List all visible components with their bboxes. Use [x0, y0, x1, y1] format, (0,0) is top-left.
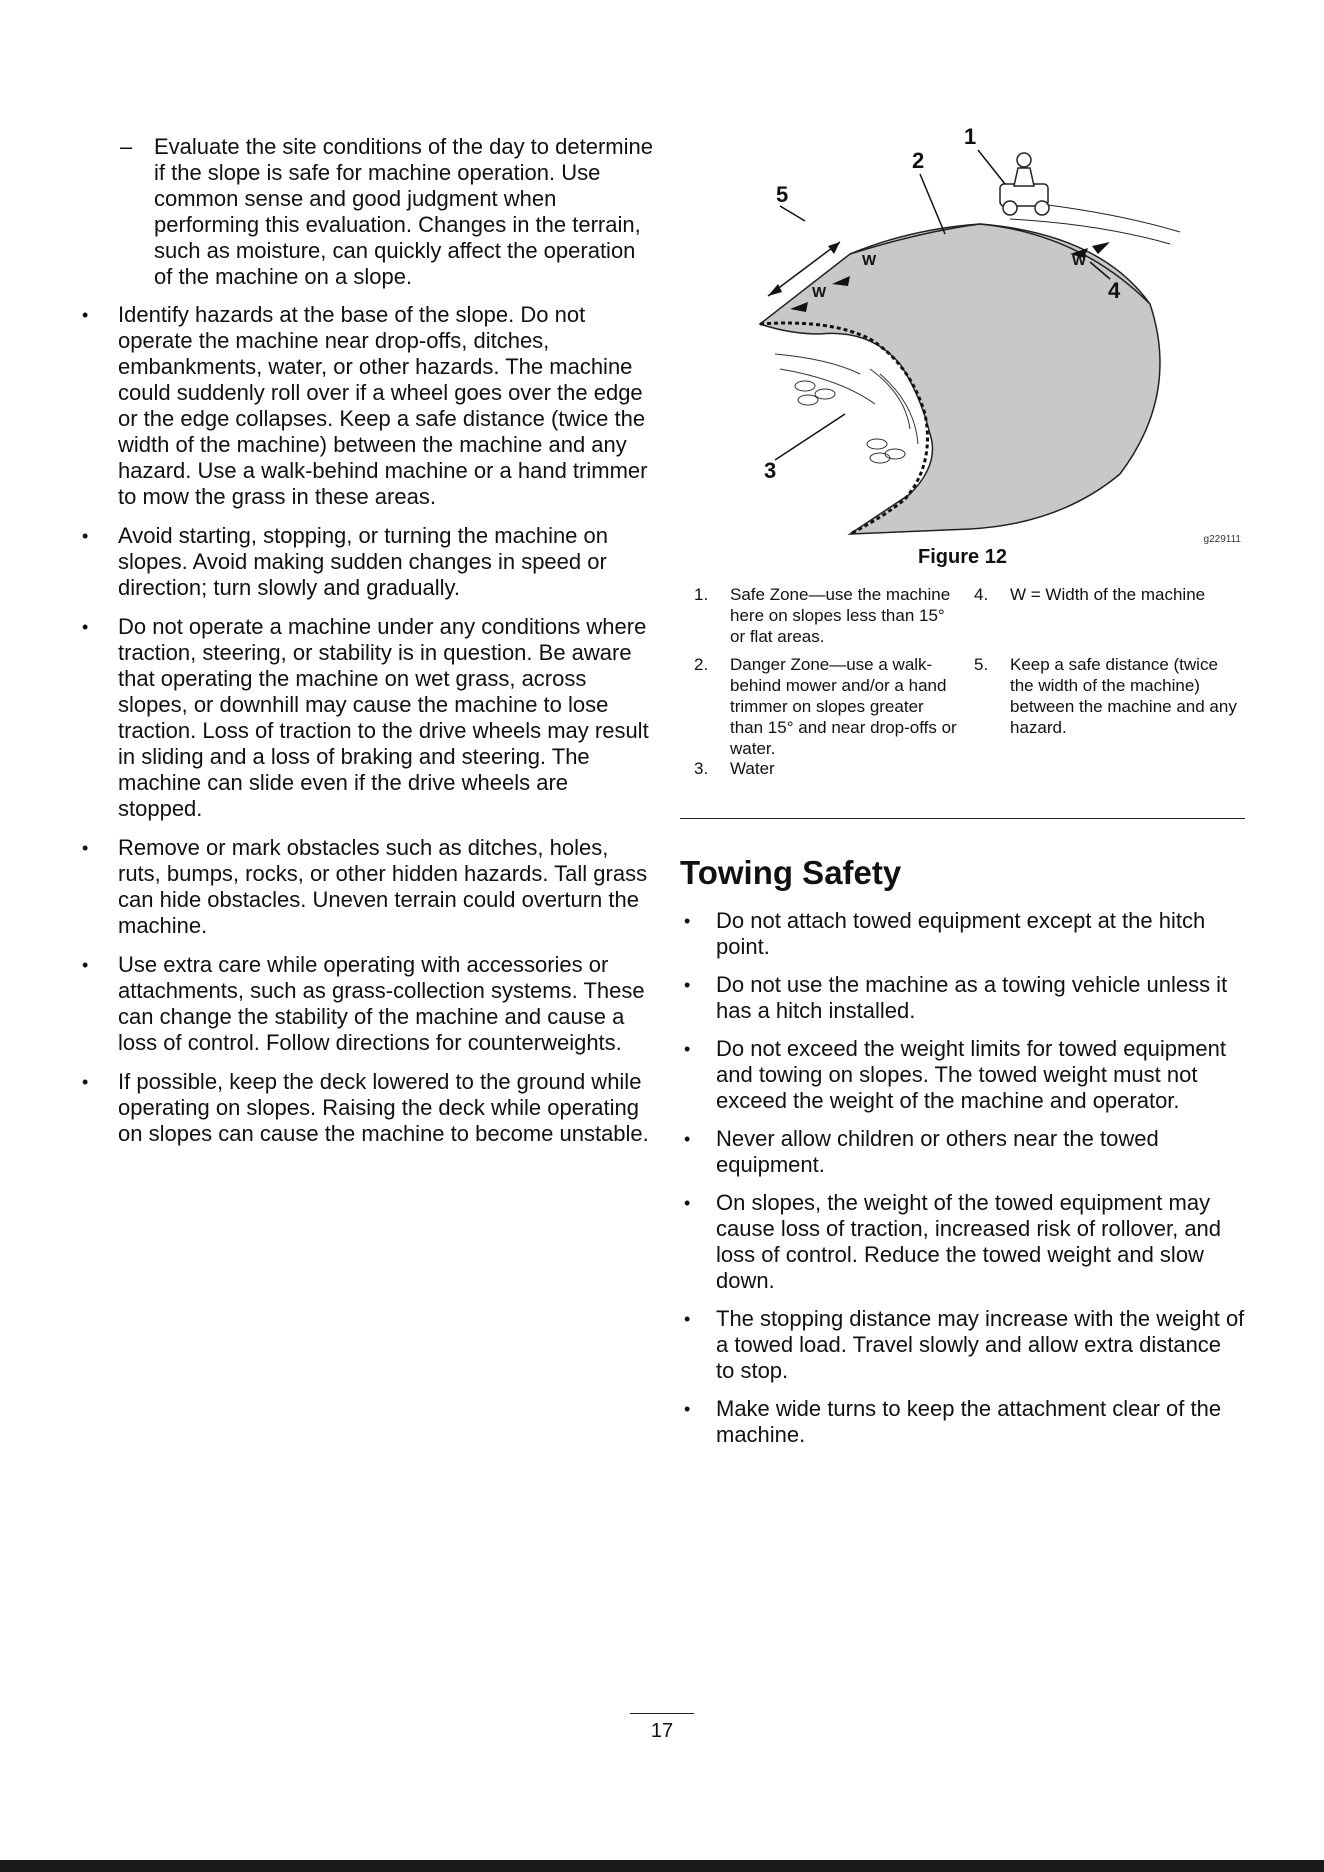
width-label: W [1072, 252, 1087, 269]
leader-line [978, 150, 1005, 184]
bullet-marker: • [82, 305, 89, 325]
bullet-text: Identify hazards at the base of the slope. Do not operate the machine near drop-offs, ditches, embankments, water, or other hazards. The machine could suddenly roll over if a wheel goes over the edge or the edge collapses. Keep a safe distance (twice the width of the machine) between the machine and any hazard. Use a walk-behind machine or a hand trimmer to mow the grass in these areas. [118, 302, 648, 509]
bullet-marker: • [684, 911, 691, 931]
leader-line [920, 174, 945, 234]
legend-number: 4. [974, 585, 989, 604]
bullet-item [680, 1036, 1245, 1114]
bullet-text: On slopes, the weight of the towed equipment may cause loss of traction, increased risk of rollover, and loss of control. Reduce the towed weight and slow down. [716, 1190, 1222, 1293]
callout-1: 1 [964, 124, 977, 149]
bullet-text: Do not attach towed equipment except at the hitch point. [716, 908, 1206, 959]
bullet-text: Never allow children or others near the towed equipment. [716, 1126, 1159, 1177]
leader-line [775, 414, 845, 460]
bullet-item [680, 908, 1245, 960]
callout-2: 2 [912, 148, 925, 173]
bullet-text: Remove or mark obstacles such as ditches, holes, ruts, bumps, rocks, or other hidden hazards. Tall grass can hide obstacles. Uneven terrain could overturn the machine. [118, 835, 648, 938]
legend-number: 3. [694, 759, 709, 778]
safe-zone-line [1040, 204, 1180, 232]
legend-text: Safe Zone—use the machine here on slopes less than 15° or flat areas. [730, 585, 951, 646]
mower-icon [1000, 153, 1049, 215]
legend-number: 5. [974, 655, 989, 674]
bullet-item [680, 1396, 1245, 1448]
width-label: W [862, 252, 877, 269]
water-ripple [885, 449, 905, 459]
left-column [76, 134, 656, 1160]
w-arrow-icon [1092, 242, 1110, 254]
bullet-text: Do not operate a machine under any conditions where traction, steering, or stability is in question. Be aware that operating the machine on wet grass, across slopes, or downhill may cause the machine to lose traction. Loss of traction to the drive wheels may result in sliding and a loss of braking and steering. The machine can slide even if the drive wheels are stopped. [118, 614, 649, 821]
callout-5: 5 [776, 182, 789, 207]
legend-text: W = Width of the machine [1010, 585, 1206, 604]
legend-text: Keep a safe distance (twice the width of the machine) between the machine and any hazard. [1010, 655, 1237, 737]
bullet-item [680, 1306, 1245, 1384]
towing-safety-heading: Towing Safety [680, 854, 902, 891]
bullet-text: Avoid starting, stopping, or turning the machine on slopes. Avoid making sudden changes in speed or direction; turn slowly and gradually. [118, 523, 609, 600]
dash-item [76, 134, 656, 290]
arrow-head [768, 284, 782, 296]
dash-item-text: Evaluate the site conditions of the day to determine if the slope is safe for machine operation. Use common sense and good judgment when performing this evaluation. Changes in the terrain, such as moisture, can quickly affect the operation of the machine on a slope. [154, 134, 653, 289]
bullet-item [76, 523, 656, 601]
callout-4: 4 [1108, 278, 1121, 303]
bottom-edge-bar [0, 1860, 1324, 1872]
bullet-marker: • [684, 1129, 691, 1149]
right-column [680, 124, 1245, 1447]
legend-text: Water [730, 759, 775, 778]
dash-marker: – [120, 134, 133, 159]
water-line [870, 369, 910, 429]
leader-line [780, 206, 805, 221]
width-label: W [812, 284, 827, 301]
bullet-text: Do not use the machine as a towing vehicle unless it has a hitch installed. [716, 972, 1228, 1023]
water-line [775, 354, 860, 374]
water-ripple [795, 381, 815, 391]
bullet-text: The stopping distance may increase with the weight of a towed load. Travel slowly and allow extra distance to stop. [716, 1306, 1245, 1383]
water-ripple [815, 389, 835, 399]
bullet-marker: • [82, 1072, 89, 1092]
page-number: 17 [650, 1720, 674, 1742]
bullet-marker: • [82, 617, 89, 637]
legend-number: 1. [694, 585, 709, 604]
bullet-marker: • [82, 955, 89, 975]
bullet-item [76, 1069, 656, 1147]
bullet-item [680, 1190, 1245, 1294]
page-number-rule [630, 1713, 694, 1714]
bullet-marker: • [82, 838, 89, 858]
bullet-item [76, 835, 656, 939]
towing-safety-list [680, 908, 1245, 1460]
slope-figure [680, 124, 1245, 778]
bullet-item [76, 614, 656, 822]
callout-3: 3 [764, 458, 777, 483]
water-ripple [870, 453, 890, 463]
legend-text: Danger Zone—use a walk-behind mower and/or a hand trimmer on slopes greater than 15° and near drop-offs or water. [730, 655, 957, 758]
bullet-text: Use extra care while operating with accessories or attachments, such as grass-collection systems. These can change the stability of the machine and cause a loss of control. Follow directions for counterweights. [118, 952, 645, 1055]
bullet-marker: • [684, 1399, 691, 1419]
arrow-head [828, 242, 840, 254]
bullet-marker: • [684, 1193, 691, 1213]
bullet-marker: • [82, 526, 89, 546]
bullet-text: If possible, keep the deck lowered to the ground while operating on slopes. Raising the deck while operating on slopes can cause the machine to become unstable. [118, 1069, 649, 1146]
bullet-text: Make wide turns to keep the attachment clear of the machine. [716, 1396, 1222, 1447]
section-divider [680, 818, 1245, 819]
bullet-item [76, 952, 656, 1056]
bullet-text: Do not exceed the weight limits for towed equipment and towing on slopes. The towed weight must not exceed the weight of the machine and operator. [716, 1036, 1226, 1113]
bullet-marker: • [684, 1039, 691, 1059]
bullet-item [76, 302, 656, 510]
water-ripple [798, 395, 818, 405]
bullet-item [680, 1126, 1245, 1178]
bullet-marker: • [684, 1309, 691, 1329]
bullet-marker: • [684, 975, 691, 995]
figure-title: Figure 12 [918, 546, 1007, 568]
figure-code: g229111 [1203, 534, 1241, 545]
bullet-item [680, 972, 1245, 1024]
legend-number: 2. [694, 655, 709, 674]
water-ripple [867, 439, 887, 449]
